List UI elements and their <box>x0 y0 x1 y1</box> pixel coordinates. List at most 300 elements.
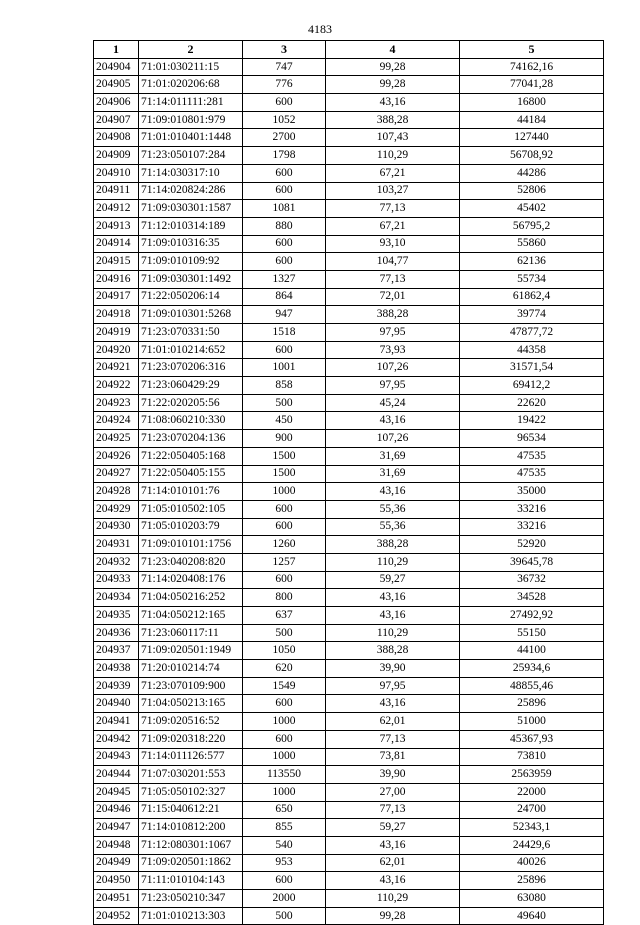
cadastral-number-cell: 71:05:010502:105 <box>139 500 243 518</box>
table-row <box>94 235 604 253</box>
row-number-cell: 204921 <box>94 359 139 377</box>
cadastral-value-cell: 127440 <box>460 129 604 147</box>
cadastral-number-cell: 71:09:010301:5268 <box>139 306 243 324</box>
specific-value-cell: 55,36 <box>326 518 460 536</box>
table-row <box>94 324 604 342</box>
cadastral-number-cell: 71:14:010812:200 <box>139 819 243 837</box>
area-cell: 947 <box>243 306 326 324</box>
cadastral-value-cell: 24429,6 <box>460 836 604 854</box>
area-cell: 1500 <box>243 465 326 483</box>
specific-value-cell: 103,27 <box>326 182 460 200</box>
cadastral-value-cell: 47535 <box>460 447 604 465</box>
cadastral-number-cell: 71:14:020824:286 <box>139 182 243 200</box>
cadastral-value-cell: 27492,92 <box>460 607 604 625</box>
table-row <box>94 270 604 288</box>
table-row <box>94 907 604 925</box>
table-row <box>94 111 604 129</box>
cadastral-number-cell: 71:15:040612:21 <box>139 801 243 819</box>
specific-value-cell: 59,27 <box>326 571 460 589</box>
area-cell: 2000 <box>243 890 326 908</box>
specific-value-cell: 99,28 <box>326 58 460 76</box>
table-row <box>94 412 604 430</box>
specific-value-cell: 62,01 <box>326 713 460 731</box>
table-row <box>94 129 604 147</box>
cadastral-value-cell: 74162,16 <box>460 58 604 76</box>
area-cell: 540 <box>243 836 326 854</box>
row-number-cell: 204946 <box>94 801 139 819</box>
cadastral-number-cell: 71:23:070204:136 <box>139 430 243 448</box>
row-number-cell: 204924 <box>94 412 139 430</box>
cadastral-number-cell: 71:09:030301:1492 <box>139 270 243 288</box>
table-row <box>94 536 604 554</box>
cadastral-number-cell: 71:09:010101:1756 <box>139 536 243 554</box>
table-row <box>94 854 604 872</box>
cadastral-number-cell: 71:04:050216:252 <box>139 589 243 607</box>
table-row <box>94 200 604 218</box>
row-number-cell: 204948 <box>94 836 139 854</box>
cadastral-value-cell: 44286 <box>460 164 604 182</box>
cadastral-number-cell: 71:05:010203:79 <box>139 518 243 536</box>
area-cell: 858 <box>243 377 326 395</box>
row-number-cell: 204952 <box>94 907 139 925</box>
table-row <box>94 695 604 713</box>
row-number-cell: 204943 <box>94 748 139 766</box>
row-number-cell: 204940 <box>94 695 139 713</box>
cadastral-value-cell: 69412,2 <box>460 377 604 395</box>
row-number-cell: 204907 <box>94 111 139 129</box>
specific-value-cell: 43,16 <box>326 589 460 607</box>
table-row <box>94 624 604 642</box>
cadastral-value-cell: 48855,46 <box>460 677 604 695</box>
cadastral-value-cell: 33216 <box>460 518 604 536</box>
cadastral-value-cell: 45402 <box>460 200 604 218</box>
cadastral-number-cell: 71:01:010401:1448 <box>139 129 243 147</box>
cadastral-number-cell: 71:14:010101:76 <box>139 483 243 501</box>
area-cell: 500 <box>243 394 326 412</box>
table-row <box>94 430 604 448</box>
table-row <box>94 730 604 748</box>
table-row <box>94 341 604 359</box>
cadastral-value-cell: 35000 <box>460 483 604 501</box>
specific-value-cell: 45,24 <box>326 394 460 412</box>
specific-value-cell: 73,93 <box>326 341 460 359</box>
row-number-cell: 204926 <box>94 447 139 465</box>
cadastral-value-cell: 25896 <box>460 695 604 713</box>
specific-value-cell: 77,13 <box>326 200 460 218</box>
table-row <box>94 571 604 589</box>
cadastral-number-cell: 71:01:010213:303 <box>139 907 243 925</box>
cadastral-value-cell: 33216 <box>460 500 604 518</box>
row-number-cell: 204945 <box>94 783 139 801</box>
column-header-3: 3 <box>243 41 326 59</box>
row-number-cell: 204912 <box>94 200 139 218</box>
table-row <box>94 660 604 678</box>
cadastral-value-cell: 62136 <box>460 253 604 271</box>
specific-value-cell: 93,10 <box>326 235 460 253</box>
table-row <box>94 677 604 695</box>
row-number-cell: 204917 <box>94 288 139 306</box>
area-cell: 600 <box>243 518 326 536</box>
row-number-cell: 204916 <box>94 270 139 288</box>
cadastral-value-cell: 19422 <box>460 412 604 430</box>
cadastral-number-cell: 71:23:060117:11 <box>139 624 243 642</box>
page-number: 4183 <box>308 22 332 36</box>
table-row <box>94 182 604 200</box>
row-number-cell: 204944 <box>94 766 139 784</box>
cadastral-number-cell: 71:04:050212:165 <box>139 607 243 625</box>
specific-value-cell: 107,26 <box>326 359 460 377</box>
cadastral-value-cell: 31571,54 <box>460 359 604 377</box>
cadastral-value-cell: 52806 <box>460 182 604 200</box>
table-row <box>94 483 604 501</box>
area-cell: 600 <box>243 164 326 182</box>
cadastral-value-cell: 24700 <box>460 801 604 819</box>
specific-value-cell: 43,16 <box>326 836 460 854</box>
area-cell: 855 <box>243 819 326 837</box>
table-row <box>94 783 604 801</box>
cadastral-value-cell: 52343,1 <box>460 819 604 837</box>
cadastral-number-cell: 71:01:010214:652 <box>139 341 243 359</box>
cadastral-number-cell: 71:23:050210:347 <box>139 890 243 908</box>
row-number-cell: 204922 <box>94 377 139 395</box>
row-number-cell: 204939 <box>94 677 139 695</box>
area-cell: 1500 <box>243 447 326 465</box>
specific-value-cell: 43,16 <box>326 483 460 501</box>
specific-value-cell: 43,16 <box>326 695 460 713</box>
cadastral-number-cell: 71:09:020501:1949 <box>139 642 243 660</box>
specific-value-cell: 77,13 <box>326 270 460 288</box>
cadastral-number-cell: 71:01:020206:68 <box>139 76 243 94</box>
row-number-cell: 204950 <box>94 872 139 890</box>
area-cell: 600 <box>243 872 326 890</box>
specific-value-cell: 388,28 <box>326 111 460 129</box>
table-row <box>94 801 604 819</box>
cadastral-number-cell: 71:14:030317:10 <box>139 164 243 182</box>
header-row <box>94 41 604 59</box>
cadastral-value-cell: 47535 <box>460 465 604 483</box>
cadastral-value-cell: 40026 <box>460 854 604 872</box>
cadastral-value-cell: 56708,92 <box>460 147 604 165</box>
column-header-2: 2 <box>139 41 243 59</box>
specific-value-cell: 110,29 <box>326 553 460 571</box>
column-header-1: 1 <box>94 41 139 59</box>
row-number-cell: 204936 <box>94 624 139 642</box>
area-cell: 880 <box>243 217 326 235</box>
cadastral-value-cell: 22620 <box>460 394 604 412</box>
cadastral-value-cell: 51000 <box>460 713 604 731</box>
area-cell: 620 <box>243 660 326 678</box>
table-row <box>94 748 604 766</box>
specific-value-cell: 97,95 <box>326 377 460 395</box>
area-cell: 1518 <box>243 324 326 342</box>
row-number-cell: 204905 <box>94 76 139 94</box>
area-cell: 1000 <box>243 483 326 501</box>
cadastral-number-cell: 71:09:010316:35 <box>139 235 243 253</box>
row-number-cell: 204938 <box>94 660 139 678</box>
specific-value-cell: 110,29 <box>326 890 460 908</box>
cadastral-number-cell: 71:23:070206:316 <box>139 359 243 377</box>
cadastral-number-cell: 71:09:010801:979 <box>139 111 243 129</box>
area-cell: 1000 <box>243 713 326 731</box>
table-row <box>94 58 604 76</box>
specific-value-cell: 67,21 <box>326 164 460 182</box>
area-cell: 1549 <box>243 677 326 695</box>
cadastral-number-cell: 71:22:050405:155 <box>139 465 243 483</box>
specific-value-cell: 107,26 <box>326 430 460 448</box>
table-row <box>94 465 604 483</box>
table-row <box>94 518 604 536</box>
row-number-cell: 204904 <box>94 58 139 76</box>
area-cell: 1000 <box>243 748 326 766</box>
cadastral-value-table <box>93 40 604 925</box>
table-row <box>94 447 604 465</box>
area-cell: 600 <box>243 730 326 748</box>
area-cell: 637 <box>243 607 326 625</box>
table-row <box>94 147 604 165</box>
specific-value-cell: 43,16 <box>326 412 460 430</box>
cadastral-number-cell: 71:14:011111:281 <box>139 94 243 112</box>
row-number-cell: 204935 <box>94 607 139 625</box>
cadastral-number-cell: 71:23:040208:820 <box>139 553 243 571</box>
specific-value-cell: 67,21 <box>326 217 460 235</box>
cadastral-value-cell: 63080 <box>460 890 604 908</box>
area-cell: 1000 <box>243 783 326 801</box>
area-cell: 953 <box>243 854 326 872</box>
table-row <box>94 836 604 854</box>
cadastral-number-cell: 71:22:020205:56 <box>139 394 243 412</box>
table-row <box>94 642 604 660</box>
specific-value-cell: 388,28 <box>326 642 460 660</box>
cadastral-value-cell: 96534 <box>460 430 604 448</box>
table-row <box>94 607 604 625</box>
cadastral-value-cell: 25896 <box>460 872 604 890</box>
specific-value-cell: 104,77 <box>326 253 460 271</box>
specific-value-cell: 62,01 <box>326 854 460 872</box>
specific-value-cell: 97,95 <box>326 677 460 695</box>
cadastral-value-cell: 39645,78 <box>460 553 604 571</box>
cadastral-value-cell: 44358 <box>460 341 604 359</box>
cadastral-value-cell: 49640 <box>460 907 604 925</box>
area-cell: 600 <box>243 94 326 112</box>
row-number-cell: 204909 <box>94 147 139 165</box>
specific-value-cell: 31,69 <box>326 447 460 465</box>
cadastral-value-cell: 55860 <box>460 235 604 253</box>
cadastral-value-cell: 73810 <box>460 748 604 766</box>
area-cell: 1050 <box>243 642 326 660</box>
cadastral-number-cell: 71:12:010314:189 <box>139 217 243 235</box>
area-cell: 1001 <box>243 359 326 377</box>
cadastral-number-cell: 71:22:050405:168 <box>139 447 243 465</box>
cadastral-value-cell: 55150 <box>460 624 604 642</box>
area-cell: 600 <box>243 235 326 253</box>
row-number-cell: 204915 <box>94 253 139 271</box>
cadastral-value-cell: 36732 <box>460 571 604 589</box>
cadastral-number-cell: 71:09:020318:220 <box>139 730 243 748</box>
cadastral-value-cell: 77041,28 <box>460 76 604 94</box>
row-number-cell: 204919 <box>94 324 139 342</box>
specific-value-cell: 59,27 <box>326 819 460 837</box>
row-number-cell: 204918 <box>94 306 139 324</box>
cadastral-number-cell: 71:08:060210:330 <box>139 412 243 430</box>
cadastral-value-cell: 52920 <box>460 536 604 554</box>
area-cell: 900 <box>243 430 326 448</box>
table-row <box>94 394 604 412</box>
table-row <box>94 359 604 377</box>
area-cell: 1081 <box>243 200 326 218</box>
specific-value-cell: 43,16 <box>326 607 460 625</box>
area-cell: 600 <box>243 695 326 713</box>
cadastral-number-cell: 71:07:030201:553 <box>139 766 243 784</box>
area-cell: 113550 <box>243 766 326 784</box>
row-number-cell: 204930 <box>94 518 139 536</box>
row-number-cell: 204914 <box>94 235 139 253</box>
cadastral-value-cell: 56795,2 <box>460 217 604 235</box>
cadastral-number-cell: 71:23:070331:50 <box>139 324 243 342</box>
specific-value-cell: 110,29 <box>326 147 460 165</box>
specific-value-cell: 55,36 <box>326 500 460 518</box>
table-row <box>94 288 604 306</box>
row-number-cell: 204934 <box>94 589 139 607</box>
cadastral-value-cell: 55734 <box>460 270 604 288</box>
area-cell: 800 <box>243 589 326 607</box>
table-row <box>94 819 604 837</box>
specific-value-cell: 99,28 <box>326 76 460 94</box>
area-cell: 500 <box>243 624 326 642</box>
row-number-cell: 204942 <box>94 730 139 748</box>
specific-value-cell: 110,29 <box>326 624 460 642</box>
cadastral-number-cell: 71:23:070109:900 <box>139 677 243 695</box>
table-row <box>94 713 604 731</box>
area-cell: 747 <box>243 58 326 76</box>
specific-value-cell: 388,28 <box>326 536 460 554</box>
specific-value-cell: 39,90 <box>326 766 460 784</box>
table-body <box>94 58 604 925</box>
cadastral-number-cell: 71:22:050206:14 <box>139 288 243 306</box>
cadastral-number-cell: 71:09:020516:52 <box>139 713 243 731</box>
cadastral-number-cell: 71:09:020501:1862 <box>139 854 243 872</box>
cadastral-value-cell: 34528 <box>460 589 604 607</box>
table-row <box>94 377 604 395</box>
column-header-5: 5 <box>460 41 604 59</box>
row-number-cell: 204931 <box>94 536 139 554</box>
row-number-cell: 204923 <box>94 394 139 412</box>
specific-value-cell: 27,00 <box>326 783 460 801</box>
area-cell: 2700 <box>243 129 326 147</box>
specific-value-cell: 72,01 <box>326 288 460 306</box>
cadastral-value-cell: 2563959 <box>460 766 604 784</box>
table-row <box>94 589 604 607</box>
cadastral-number-cell: 71:09:010109:92 <box>139 253 243 271</box>
table-row <box>94 872 604 890</box>
table-row <box>94 164 604 182</box>
area-cell: 600 <box>243 341 326 359</box>
specific-value-cell: 99,28 <box>326 907 460 925</box>
cadastral-number-cell: 71:23:050107:284 <box>139 147 243 165</box>
row-number-cell: 204941 <box>94 713 139 731</box>
cadastral-number-cell: 71:01:030211:15 <box>139 58 243 76</box>
area-cell: 600 <box>243 500 326 518</box>
row-number-cell: 204906 <box>94 94 139 112</box>
cadastral-value-cell: 25934,6 <box>460 660 604 678</box>
area-cell: 650 <box>243 801 326 819</box>
cadastral-number-cell: 71:23:060429:29 <box>139 377 243 395</box>
table-row <box>94 76 604 94</box>
table-row <box>94 500 604 518</box>
row-number-cell: 204929 <box>94 500 139 518</box>
table-row <box>94 253 604 271</box>
cadastral-value-cell: 47877,72 <box>460 324 604 342</box>
area-cell: 600 <box>243 182 326 200</box>
cadastral-value-cell: 61862,4 <box>460 288 604 306</box>
row-number-cell: 204928 <box>94 483 139 501</box>
cadastral-number-cell: 71:11:010104:143 <box>139 872 243 890</box>
cadastral-value-cell: 16800 <box>460 94 604 112</box>
row-number-cell: 204911 <box>94 182 139 200</box>
row-number-cell: 204920 <box>94 341 139 359</box>
area-cell: 1052 <box>243 111 326 129</box>
specific-value-cell: 97,95 <box>326 324 460 342</box>
area-cell: 600 <box>243 253 326 271</box>
area-cell: 1260 <box>243 536 326 554</box>
row-number-cell: 204947 <box>94 819 139 837</box>
row-number-cell: 204927 <box>94 465 139 483</box>
cadastral-number-cell: 71:09:030301:1587 <box>139 200 243 218</box>
table-row <box>94 94 604 112</box>
row-number-cell: 204949 <box>94 854 139 872</box>
table-row <box>94 553 604 571</box>
cadastral-number-cell: 71:20:010214:74 <box>139 660 243 678</box>
cadastral-number-cell: 71:12:080301:1067 <box>139 836 243 854</box>
cadastral-number-cell: 71:14:020408:176 <box>139 571 243 589</box>
area-cell: 500 <box>243 907 326 925</box>
row-number-cell: 204910 <box>94 164 139 182</box>
specific-value-cell: 77,13 <box>326 801 460 819</box>
table-row <box>94 217 604 235</box>
cadastral-value-cell: 22000 <box>460 783 604 801</box>
row-number-cell: 204937 <box>94 642 139 660</box>
specific-value-cell: 43,16 <box>326 872 460 890</box>
table-row <box>94 306 604 324</box>
cadastral-value-cell: 44184 <box>460 111 604 129</box>
area-cell: 450 <box>243 412 326 430</box>
column-header-4: 4 <box>326 41 460 59</box>
cadastral-value-cell: 44100 <box>460 642 604 660</box>
specific-value-cell: 388,28 <box>326 306 460 324</box>
row-number-cell: 204933 <box>94 571 139 589</box>
table-row <box>94 766 604 784</box>
specific-value-cell: 77,13 <box>326 730 460 748</box>
area-cell: 1327 <box>243 270 326 288</box>
row-number-cell: 204951 <box>94 890 139 908</box>
row-number-cell: 204932 <box>94 553 139 571</box>
area-cell: 600 <box>243 571 326 589</box>
cadastral-number-cell: 71:04:050213:165 <box>139 695 243 713</box>
row-number-cell: 204925 <box>94 430 139 448</box>
area-cell: 1257 <box>243 553 326 571</box>
specific-value-cell: 43,16 <box>326 94 460 112</box>
specific-value-cell: 31,69 <box>326 465 460 483</box>
cadastral-number-cell: 71:05:050102:327 <box>139 783 243 801</box>
row-number-cell: 204908 <box>94 129 139 147</box>
area-cell: 776 <box>243 76 326 94</box>
cadastral-value-cell: 45367,93 <box>460 730 604 748</box>
row-number-cell: 204913 <box>94 217 139 235</box>
cadastral-number-cell: 71:14:011126:577 <box>139 748 243 766</box>
specific-value-cell: 39,90 <box>326 660 460 678</box>
area-cell: 1798 <box>243 147 326 165</box>
specific-value-cell: 73,81 <box>326 748 460 766</box>
cadastral-value-cell: 39774 <box>460 306 604 324</box>
